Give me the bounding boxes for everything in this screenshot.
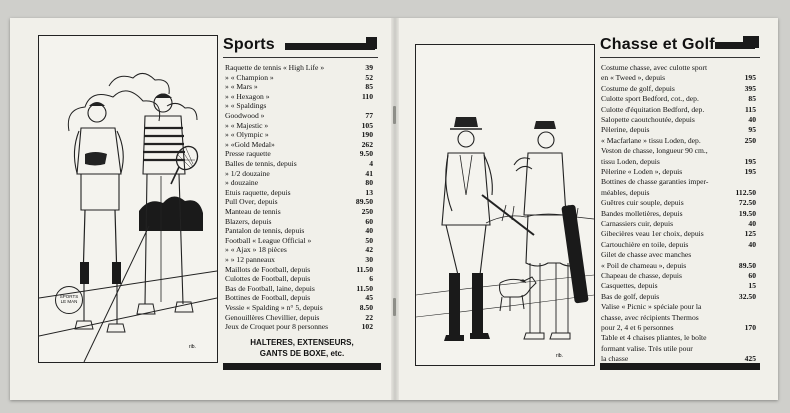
- item-price: 125: [744, 229, 756, 239]
- heading-rule: [223, 57, 378, 58]
- stamp-text-1: SPORTS: [59, 294, 79, 299]
- item-label: Vessie « Spalding » n° 5, depuis: [225, 303, 323, 312]
- item-label: Goodwood »: [225, 111, 265, 120]
- hunting-golf-illustration: [415, 44, 595, 366]
- item-price: 11.50: [356, 283, 373, 293]
- item-label: Bas de Football, laine, depuis: [225, 283, 315, 293]
- item-label: Culottes de Football, depuis: [225, 274, 311, 284]
- item-label: » douzaine: [225, 178, 259, 188]
- item-label: » «Gold Medal»: [225, 139, 275, 149]
- bottom-bar-right: [600, 363, 760, 370]
- item-label: Presse raquette: [225, 149, 271, 159]
- item-label: « Macfarlane » tissu Loden, dep.: [601, 135, 701, 145]
- item-price: 19.50: [738, 208, 756, 218]
- item-label: » » 12 panneaux: [225, 255, 275, 264]
- item-label: Pèlerine « Loden », depuis: [601, 167, 683, 176]
- item-price: 30: [365, 255, 373, 264]
- tennis-illustration: [38, 35, 218, 363]
- item-price: 41: [365, 168, 373, 178]
- item-label: » « Ajax » 18 pièces: [225, 245, 287, 255]
- item-label: Salopette caoutchoutée, depuis: [601, 115, 695, 124]
- stamp-text-2: LE MAN: [60, 299, 78, 304]
- item-label: Cartouchière en toile, depuis: [601, 239, 689, 249]
- item-label: la chasse: [601, 354, 629, 364]
- item-label: Carnassiers cuir, depuis: [601, 219, 674, 228]
- item-label: Culotte sport Bedford, cot., dep.: [601, 94, 699, 104]
- footer-line-1: HALTERES, EXTENSEURS,: [250, 338, 354, 347]
- catalogue-spread: [10, 18, 778, 400]
- item-label: Raquette de tennis « High Life »: [225, 63, 325, 72]
- item-price: 250: [744, 135, 756, 145]
- item-label: Genouillères Chevillier, depuis: [225, 312, 320, 322]
- item-price: 60: [365, 216, 373, 226]
- chasse-golf-price-list: [601, 63, 756, 364]
- item-label: » « Mars »: [225, 82, 258, 92]
- item-label: Pantalon de tennis, depuis: [225, 226, 305, 236]
- item-price: 6: [369, 274, 373, 284]
- item-label: Blazers, depuis: [225, 216, 272, 226]
- sports-heading: Sports: [223, 36, 275, 53]
- footer-line-2: GANTS DE BOXE, etc.: [259, 349, 345, 358]
- item-price: 9.50: [359, 149, 373, 159]
- item-price: 85: [748, 94, 756, 104]
- item-price: 89.50: [355, 197, 373, 207]
- item-label: Pèlerine, depuis: [601, 125, 650, 135]
- item-price: 4: [369, 159, 373, 168]
- staple: [393, 298, 396, 316]
- item-label: formant valise. Très utile pour: [601, 343, 693, 353]
- hunter-golfer-drawing: [416, 45, 594, 365]
- item-price: 50: [365, 235, 373, 245]
- item-label: Bottines de chasse garanties imper-: [601, 177, 709, 187]
- staple: [393, 106, 396, 124]
- bottom-bar-left: [223, 363, 381, 370]
- item-price: 102: [361, 322, 373, 332]
- item-label: » « Olympic »: [225, 130, 269, 140]
- item-price: 22: [365, 312, 373, 322]
- item-label: Veston de chasse, longueur 90 cm.,: [601, 146, 708, 156]
- item-price: 32.50: [738, 291, 756, 301]
- item-label: Balles de tennis, depuis: [225, 159, 297, 168]
- item-price: 80: [365, 178, 373, 188]
- item-price: 95: [748, 125, 756, 135]
- item-label: Pull Over, depuis: [225, 197, 278, 207]
- item-label: en « Tweed », depuis: [601, 73, 666, 83]
- item-label: Gibecières veau 1er choix, depuis: [601, 229, 704, 239]
- item-price: 190: [361, 130, 373, 140]
- item-label: tissu Loden, depuis: [601, 156, 660, 166]
- item-price: 195: [744, 167, 756, 176]
- item-price: 115: [745, 104, 756, 114]
- item-label: Bas de golf, depuis: [601, 291, 660, 301]
- item-label: » « Majestic »: [225, 120, 269, 130]
- item-label: Football « League Official »: [225, 235, 312, 245]
- item-label: « Poil de chameau », depuis: [601, 260, 687, 270]
- item-label: » « Champion »: [225, 72, 274, 82]
- heading-bar: [285, 43, 375, 50]
- item-price: 89.50: [738, 260, 756, 270]
- item-price: 77: [365, 111, 373, 120]
- item-price: 40: [748, 115, 756, 124]
- item-label: Valise « Picnic » spéciale pour la: [601, 302, 702, 312]
- item-label: pour 2, 4 et 6 personnes: [601, 323, 674, 332]
- item-price: 40: [365, 226, 373, 236]
- item-label: » « Spaldings: [225, 101, 267, 111]
- item-price: 105: [361, 120, 373, 130]
- chasse-golf-heading: Chasse et Golf: [600, 36, 715, 53]
- item-label: Etuis raquette, depuis: [225, 187, 291, 197]
- item-price: 15: [748, 281, 756, 291]
- item-label: Manteau de tennis: [225, 207, 281, 216]
- item-label: Jeux de Croquet pour 8 personnes: [225, 322, 329, 332]
- item-label: Table et 4 chaises pliantes, le boîte: [601, 333, 707, 343]
- item-price: 60: [748, 271, 756, 280]
- heading-bar-stub: [366, 37, 377, 49]
- item-label: » « Hexagon »: [225, 91, 270, 101]
- item-price: 110: [362, 91, 373, 101]
- item-label: Costume de golf, depuis: [601, 83, 675, 93]
- item-label: Culotte d'équitation Bedford, dep.: [601, 104, 705, 114]
- item-label: chasse, avec récipients Thermos: [601, 312, 699, 322]
- item-label: Chapeau de chasse, depuis: [601, 271, 682, 280]
- item-label: Bandes molletières, depuis: [601, 208, 683, 218]
- item-price: 39: [365, 63, 373, 72]
- item-price: 72.50: [738, 198, 756, 208]
- item-label: Casquettes, depuis: [601, 281, 658, 291]
- item-price: 112.50: [735, 187, 756, 197]
- item-label: Gilet de chasse avec manches: [601, 250, 692, 260]
- item-label: Bottines de Football, depuis: [225, 293, 311, 303]
- sports-price-list: [225, 64, 373, 332]
- item-price: 195: [744, 73, 756, 83]
- item-price: 8.50: [359, 303, 373, 312]
- item-price: 250: [361, 207, 373, 216]
- item-price: 13: [365, 187, 373, 197]
- item-price: 42: [365, 245, 373, 255]
- heading-bar-stub: [743, 36, 759, 48]
- item-price: 40: [748, 219, 756, 228]
- item-label: Maillots de Football, depuis: [225, 264, 311, 274]
- item-price: 52: [365, 72, 373, 82]
- item-price: 395: [744, 83, 756, 93]
- item-price: 85: [365, 82, 373, 92]
- booklet-spine: [391, 18, 399, 400]
- svg-text:rib.: rib.: [189, 344, 196, 350]
- item-price: 170: [744, 323, 756, 332]
- sports-stamp: [55, 286, 83, 314]
- item-label: Guêtres cuir souple, depuis: [601, 198, 684, 208]
- svg-text:rib.: rib.: [556, 353, 563, 359]
- item-label: » 1/2 douzaine: [225, 168, 270, 178]
- item-price: 262: [361, 139, 373, 149]
- item-label: méables, depuis: [601, 187, 650, 197]
- item-price: 40: [748, 239, 756, 249]
- item-price: 45: [365, 293, 373, 303]
- item-price: 195: [744, 156, 756, 166]
- item-label: Costume chasse, avec culotte sport: [601, 63, 708, 72]
- heading-rule: [600, 57, 760, 58]
- item-price: 425: [744, 354, 756, 364]
- item-price: 11.50: [356, 264, 373, 274]
- sports-footer-note: [223, 337, 381, 359]
